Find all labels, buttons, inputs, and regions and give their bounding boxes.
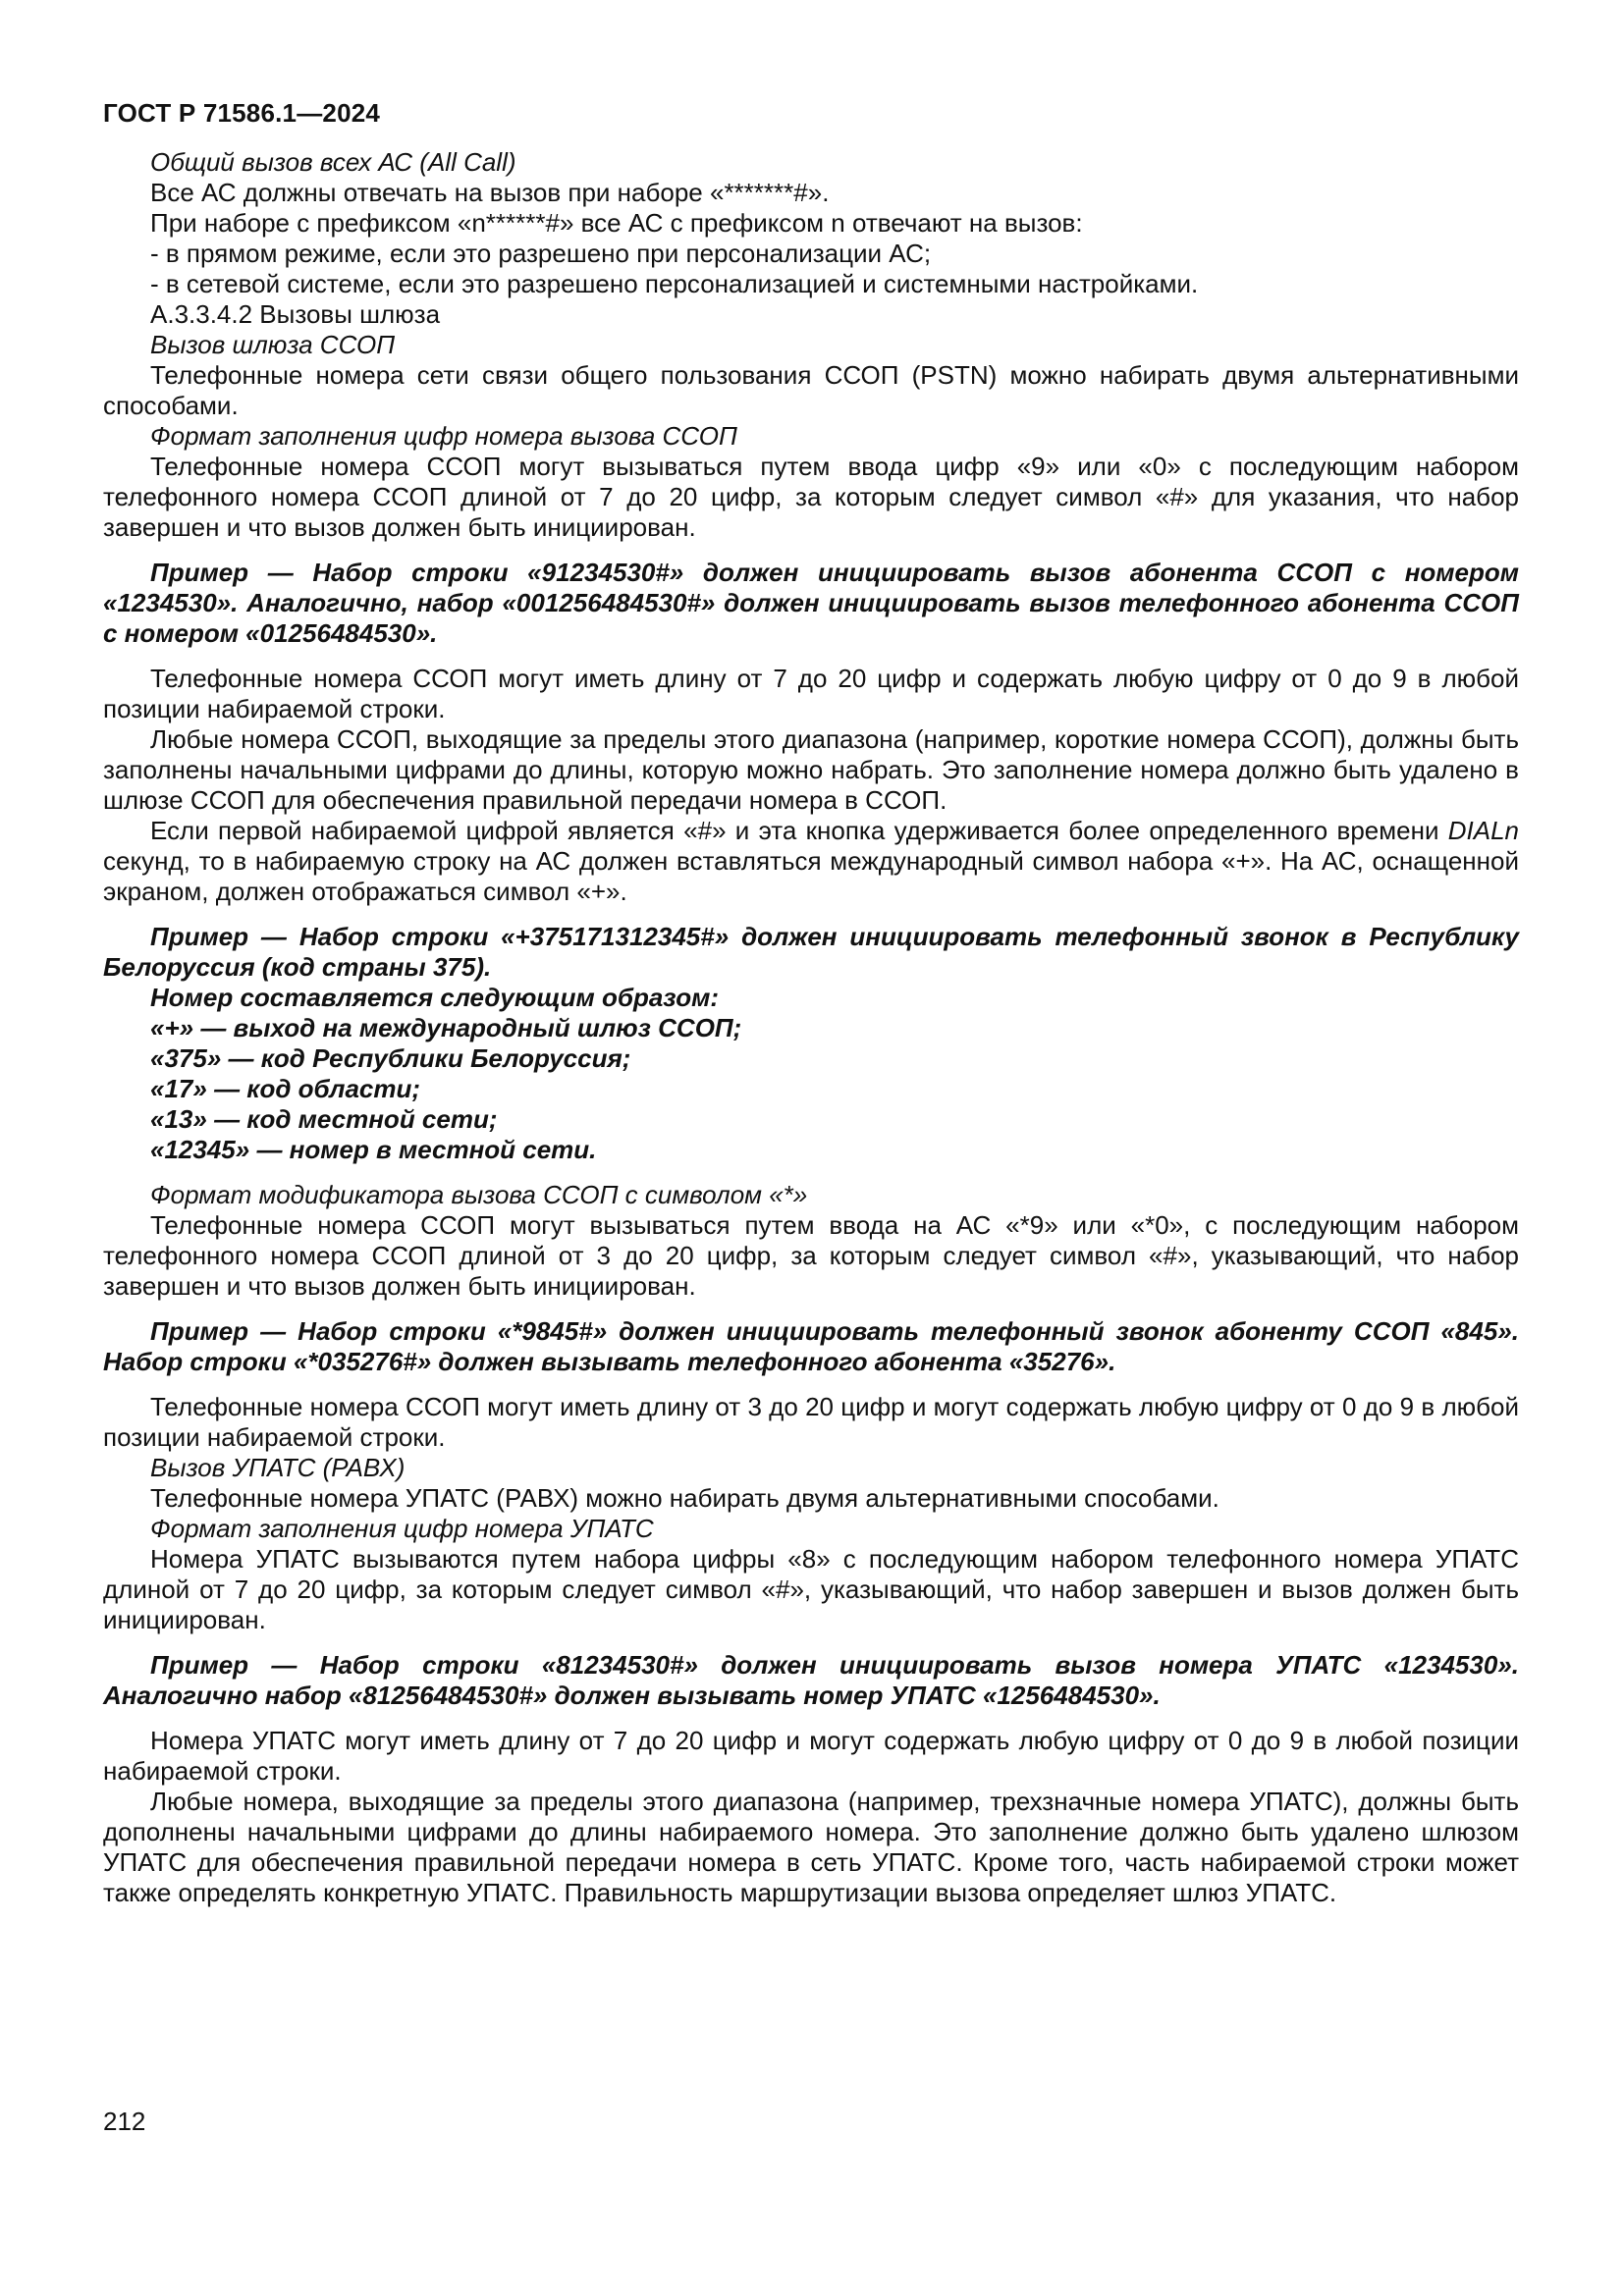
- paragraph: Любые номера ССОП, выходящие за пределы этого диапазона (например, короткие номера ССОП), должны быть заполнены начальными цифрами до длины, которую можно набрать. Это заполнение номера должно быть удалено в шлюзе ССОП для обеспечения правильной передачи номера в ССОП.: [103, 724, 1519, 815]
- paragraph: Пример — Набор строки «*9845#» должен инициировать телефонный звонок абоненту ССОП «845». Набор строки «*035276#» должен вызывать телефонного абонента «35276».: [103, 1316, 1519, 1376]
- paragraph: [103, 816, 1519, 907]
- paragraph: Формат заполнения цифр номера вызова ССОП: [150, 421, 737, 451]
- text-run: секунд, то в набираемую строку на АС должен вставляться международный символ набора «+». На АС, оснащенной экраном, должен отображаться символ «+».: [103, 846, 1519, 906]
- paragraph: Любые номера, выходящие за пределы этого диапазона (например, трехзначные номера УПАТС), должны быть дополнены начальными цифрами до длины набираемого номера. Это заполнение должно быть удалено шлюзом УПАТС для обеспечения правильной передачи номера в сеть УПАТС. Кроме того, часть набираемой строки может также определять конкретную УПАТС. Правильность маршрутизации вызова определяет шлюз УПАТС.: [103, 1787, 1519, 1907]
- paragraph: Все АС должны отвечать на вызов при наборе «*******#».: [150, 178, 830, 207]
- paragraph: А.3.3.4.2 Вызовы шлюза: [150, 299, 441, 329]
- paragraph: Вызов шлюза ССОП: [150, 330, 396, 359]
- paragraph: Пример — Набор строки «81234530#» должен инициировать вызов номера УПАТС «1234530». Аналогично набор «81256484530#» должен вызывать номер УПАТС «1256484530».: [103, 1650, 1519, 1710]
- paragraph: Телефонные номера сети связи общего пользования ССОП (PSTN) можно набирать двумя альтернативными способами.: [103, 360, 1519, 420]
- paragraph: «375» — код Республики Белоруссия;: [150, 1043, 631, 1073]
- paragraph: «+» — выход на международный шлюз ССОП;: [150, 1013, 742, 1042]
- italic-text-run: DIALn: [1447, 816, 1519, 845]
- paragraph: Телефонные номера ССОП могут иметь длину от 3 до 20 цифр и могут содержать любую цифру от 0 до 9 в любой позиции набираемой строки.: [103, 1392, 1519, 1452]
- paragraph: Пример — Набор строки «91234530#» должен инициировать вызов абонента ССОП с номером «1234530». Аналогично, набор «001256484530#» должен инициировать вызов телефонного абонента ССОП с номером «01256484530».: [103, 558, 1519, 648]
- paragraph: «12345» — номер в местной сети.: [150, 1135, 597, 1164]
- paragraph: - в сетевой системе, если это разрешено персонализацией и системными настройками.: [150, 269, 1199, 298]
- page-number: 212: [103, 2107, 146, 2136]
- paragraph: Вызов УПАТС (РАВХ): [150, 1453, 406, 1482]
- paragraph: Телефонные номера ССОП могут вызываться путем ввода цифр «9» или «0» с последующим набором телефонного номера ССОП длиной от 7 до 20 цифр, за которым следует символ «#» для указания, что набор завершен и что вызов должен быть инициирован.: [103, 452, 1519, 542]
- paragraph: Общий вызов всех АС (All Call): [150, 147, 516, 177]
- document-body: [103, 147, 1519, 1908]
- paragraph: Номера УПАТС могут иметь длину от 7 до 20 цифр и могут содержать любую цифру от 0 до 9 в любой позиции набираемой строки.: [103, 1726, 1519, 1786]
- paragraph: «13» — код местной сети;: [150, 1104, 498, 1134]
- paragraph: Формат модификатора вызова ССОП с символом «*»: [150, 1180, 808, 1209]
- document-header: ГОСТ Р 71586.1—2024: [103, 98, 381, 128]
- paragraph: Телефонные номера ССОП могут иметь длину от 7 до 20 цифр и содержать любую цифру от 0 до 9 в любой позиции набираемой строки.: [103, 664, 1519, 723]
- paragraph: Номера УПАТС вызываются путем набора цифры «8» с последующим набором телефонного номера УПАТС длиной от 7 до 20 цифр, за которым следует символ «#», указывающий, что набор завершен и вызов должен быть инициирован.: [103, 1544, 1519, 1634]
- text-run: Если первой набираемой цифрой является «#» и эта кнопка удерживается более определенного времени: [150, 816, 1448, 845]
- paragraph: Формат заполнения цифр номера УПАТС: [150, 1514, 654, 1543]
- paragraph: Телефонные номера УПАТС (РАВХ) можно набирать двумя альтернативными способами.: [150, 1483, 1219, 1513]
- paragraph: Телефонные номера ССОП могут вызываться путем ввода на АС «*9» или «*0», с последующим набором телефонного номера ССОП длиной от 3 до 20 цифр, за которым следует символ «#», указывающий, что набор завершен и что вызов должен быть инициирован.: [103, 1210, 1519, 1301]
- paragraph: При наборе с префиксом «n******#» все АС с префиксом n отвечают на вызов:: [150, 208, 1083, 238]
- paragraph: «17» — код области;: [150, 1074, 421, 1103]
- paragraph: Номер составляется следующим образом:: [150, 983, 720, 1012]
- paragraph: Пример — Набор строки «+375171312345#» должен инициировать телефонный звонок в Республику Белоруссия (код страны 375).: [103, 922, 1519, 982]
- paragraph: - в прямом режиме, если это разрешено при персонализации АС;: [150, 239, 932, 268]
